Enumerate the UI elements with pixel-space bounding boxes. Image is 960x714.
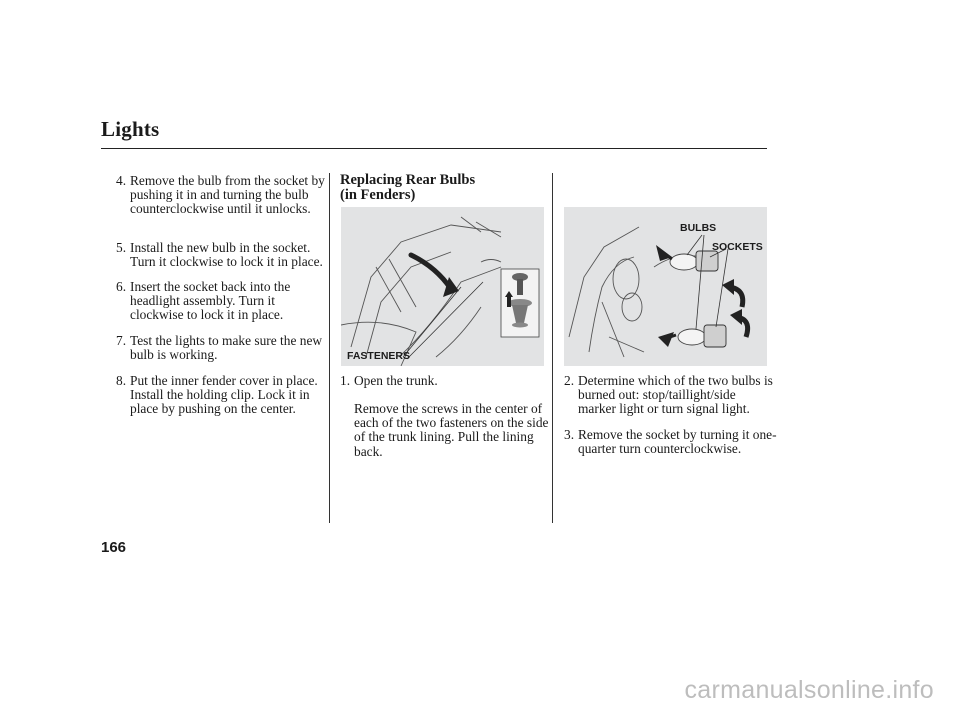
taillight-socket-illustration xyxy=(564,207,767,366)
step-number: 2. xyxy=(564,373,575,388)
column-divider-left xyxy=(329,173,330,523)
step-text: Determine which of the two bulbs is burned out: stop/taillight/side marker light or turn signal light. xyxy=(578,373,773,417)
step-text: Remove the bulb from the socket by pushing it in and turning the bulb counterclockwise until it unlocks. xyxy=(130,173,325,217)
step-8 xyxy=(116,374,328,417)
step-text: Put the inner fender cover in place. Install the holding clip. Lock it in place by pushing on the center. xyxy=(130,373,318,417)
step-1-detail: Remove the screws in the center of each of the two fasteners on the side of the trunk lining. Pull the lining back. xyxy=(354,401,549,459)
step-2 xyxy=(564,374,774,417)
sockets-callout: SOCKETS xyxy=(712,241,763,253)
step-1 xyxy=(340,374,545,388)
step-number: 5. xyxy=(116,240,127,255)
step-text: Remove the socket by turning it one-quarter turn counterclockwise. xyxy=(578,427,777,457)
site-watermark: carmanualsonline.info xyxy=(684,676,934,704)
column-divider-right xyxy=(552,173,553,523)
bulbs-callout: BULBS xyxy=(680,222,717,234)
step-4 xyxy=(116,174,326,217)
subsection-heading xyxy=(340,173,475,203)
step-7 xyxy=(116,334,326,362)
step-number: 6. xyxy=(116,279,127,294)
step-3 xyxy=(564,428,779,456)
step-number: 1. xyxy=(340,373,351,388)
step-text: Test the lights to make sure the new bulb is working. xyxy=(130,333,323,363)
step-text: Insert the socket back into the headlight assembly. Turn it clockwise to lock it in place. xyxy=(130,279,291,323)
subsection-heading-line1: Replacing Rear Bulbs xyxy=(340,172,476,188)
step-number: 3. xyxy=(564,427,575,442)
trunk-lining-figure xyxy=(341,207,544,366)
step-number: 7. xyxy=(116,333,127,348)
header-rule xyxy=(101,148,767,149)
page-title: Lights xyxy=(101,117,160,141)
trunk-lining-illustration xyxy=(341,207,544,366)
step-number: 8. xyxy=(116,373,127,388)
taillight-socket-figure xyxy=(564,207,767,366)
page-number: 166 xyxy=(101,539,127,556)
step-6 xyxy=(116,280,326,323)
step-5 xyxy=(116,241,331,269)
step-number: 4. xyxy=(116,173,127,188)
step-text: Install the new bulb in the socket. Turn it clockwise to lock it in place. xyxy=(130,240,323,270)
fasteners-callout: FASTENERS xyxy=(347,350,411,362)
step-text: Open the trunk. xyxy=(354,373,438,388)
subsection-heading-line2: (in Fenders) xyxy=(340,187,416,203)
